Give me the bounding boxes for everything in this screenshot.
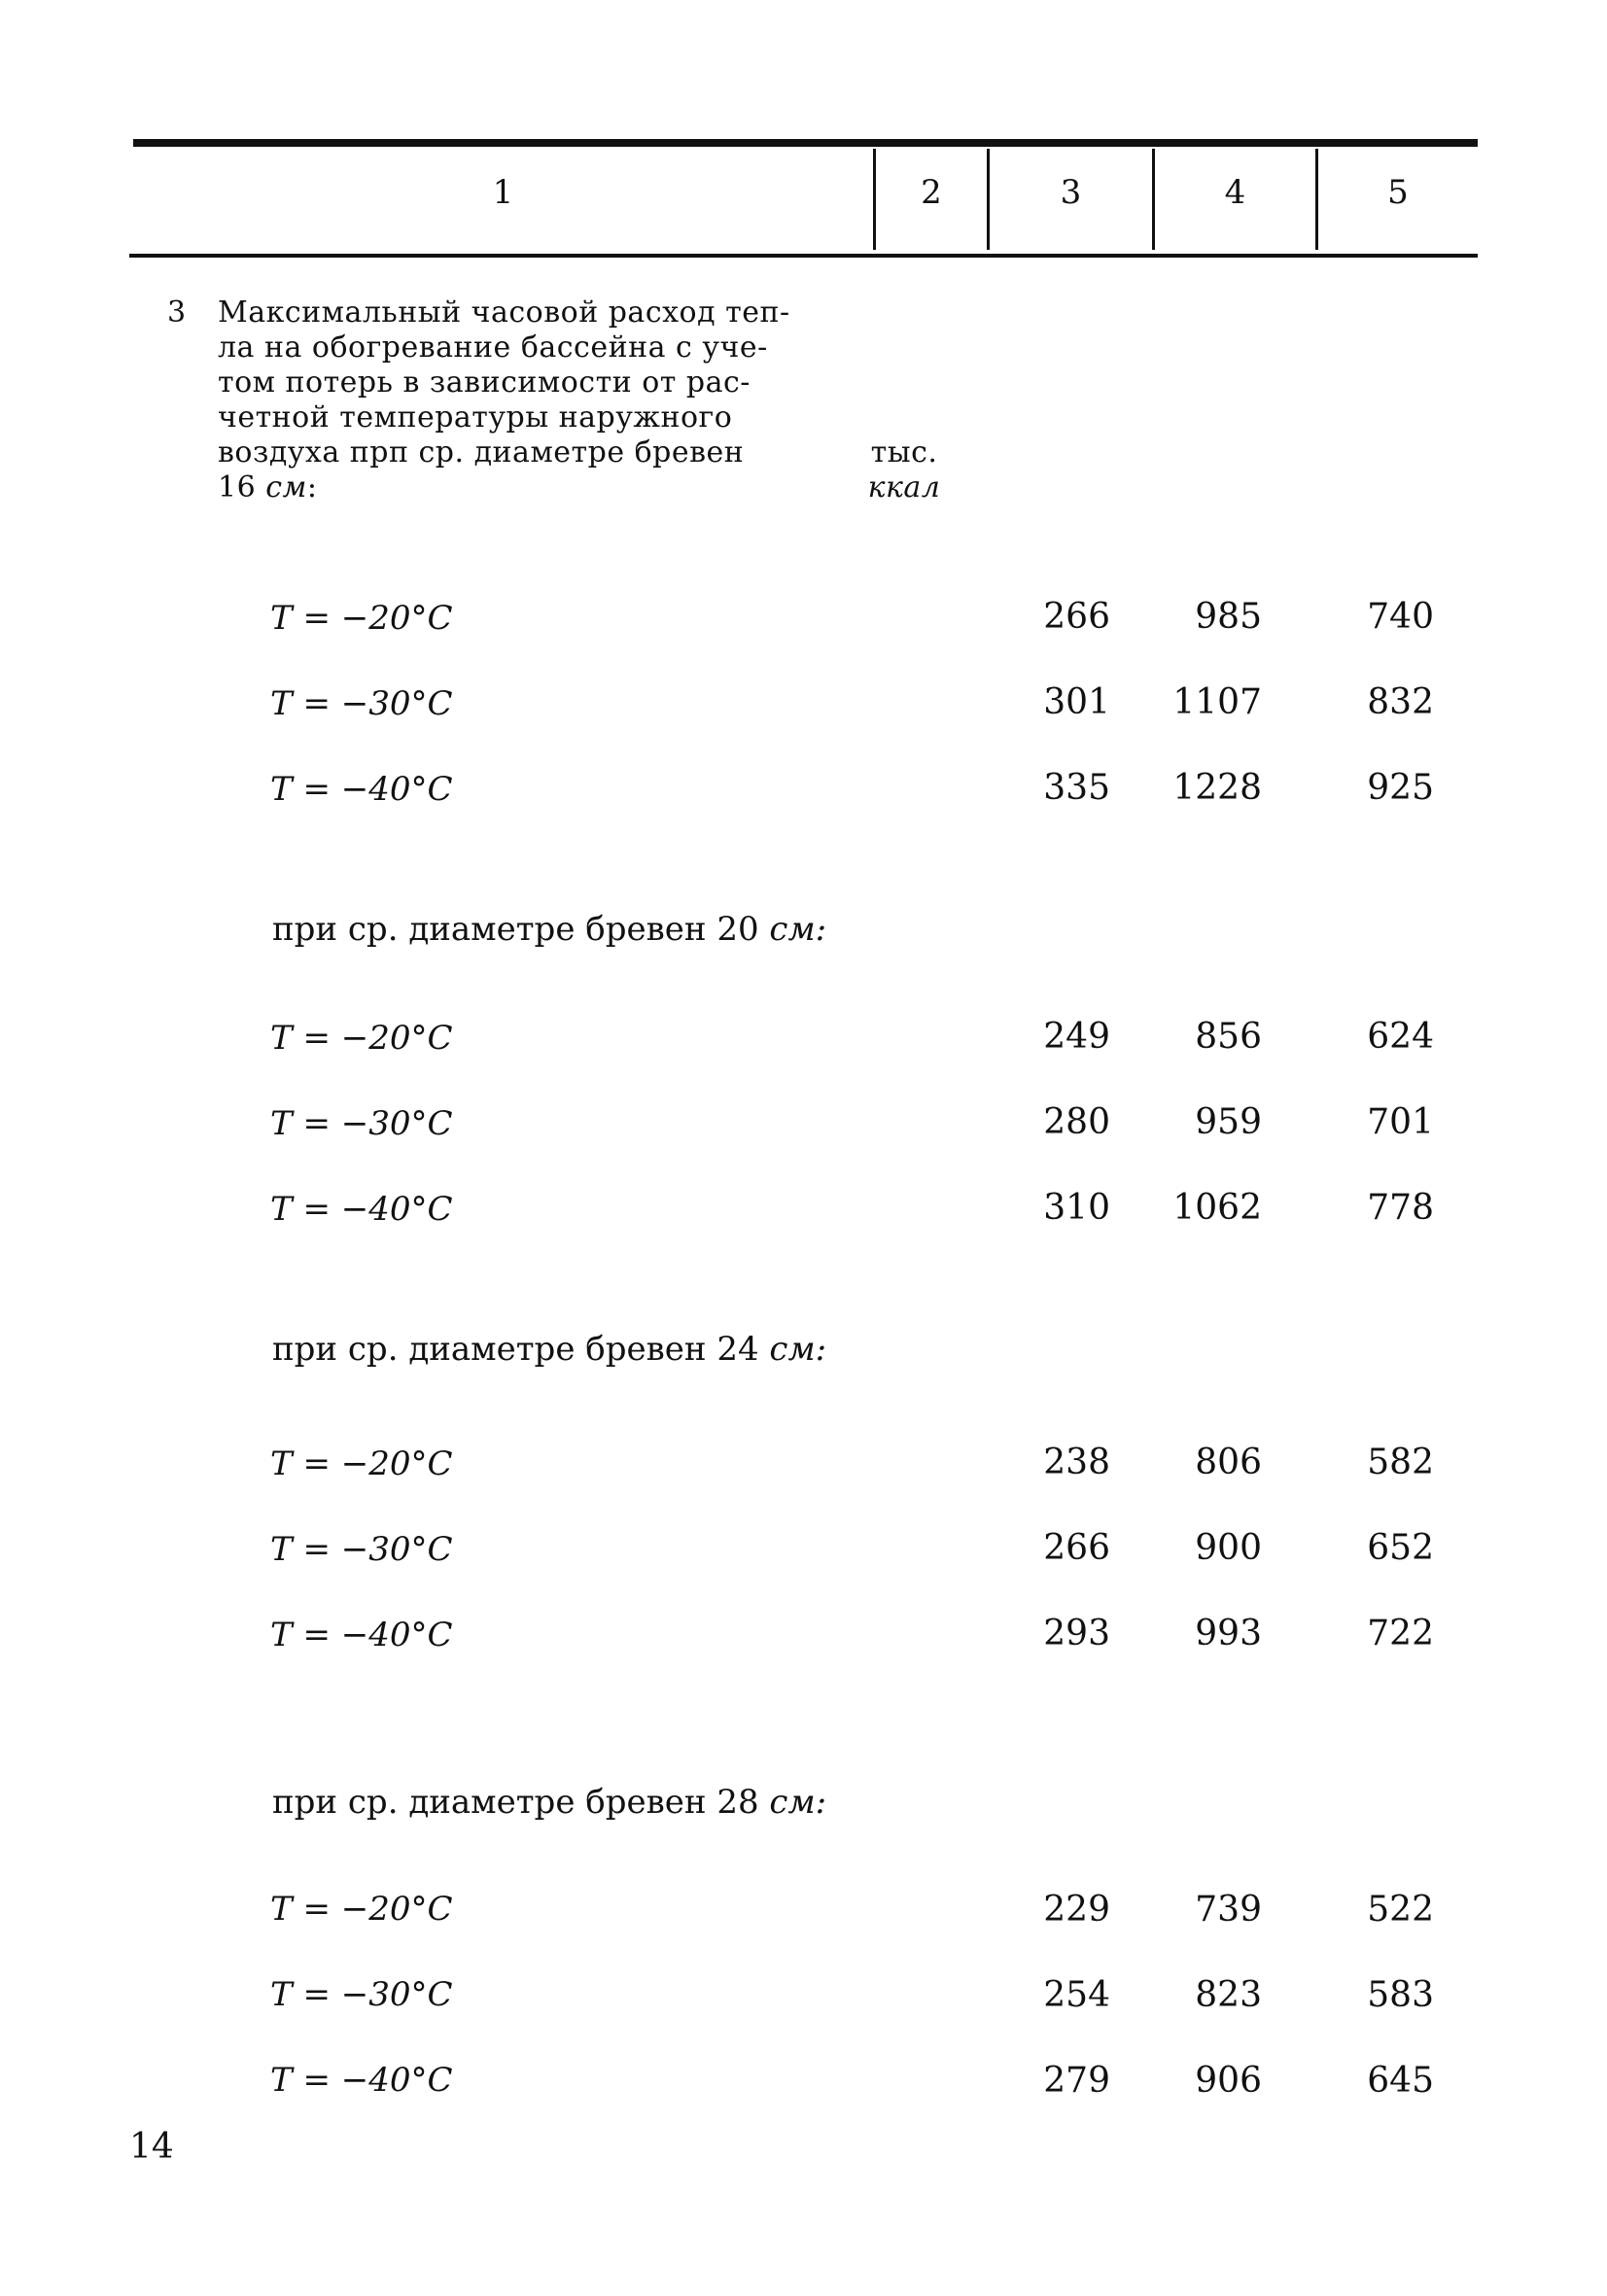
row-label: T = −30°C <box>270 1104 453 1143</box>
subtitle-unit: см: <box>769 1783 827 1822</box>
cell-col4: 1107 <box>1172 682 1262 722</box>
row-label: T = −40°C <box>270 770 453 809</box>
column-header-4: 4 <box>1224 173 1246 212</box>
cell-col5: 645 <box>1367 2061 1434 2101</box>
description-line: Максимальный часовой расход теп- <box>218 296 790 330</box>
cell-col5: 778 <box>1367 1188 1434 1228</box>
group-subtitle <box>272 910 826 949</box>
cell-col5: 522 <box>1367 1890 1434 1930</box>
cell-col3: 279 <box>1043 2061 1110 2101</box>
row-label: T = −30°C <box>270 1530 453 1569</box>
group-subtitle <box>272 1330 826 1369</box>
cell-col4: 906 <box>1195 2061 1262 2101</box>
description-colon: : <box>306 470 318 504</box>
description-line: четной температуры наружного <box>218 400 733 435</box>
column-header-5: 5 <box>1387 173 1409 212</box>
cell-col4: 823 <box>1195 1975 1262 2015</box>
column-header-1: 1 <box>492 173 514 212</box>
subtitle-unit: см: <box>769 910 827 949</box>
cell-col3: 280 <box>1043 1102 1110 1142</box>
cell-col5: 925 <box>1367 768 1434 808</box>
description-diameter: 16 <box>218 470 257 504</box>
unit-line-1: тыс. <box>870 435 938 470</box>
row-label: T = −30°C <box>270 1975 453 2014</box>
row-label: T = −40°C <box>270 1616 453 1654</box>
description-unit: см <box>265 470 307 504</box>
page-number: 14 <box>129 2127 174 2167</box>
row-label: T = −20°C <box>270 1444 453 1483</box>
subtitle-text: при ср. диаметре бревен 24 <box>272 1330 759 1369</box>
cell-col4: 856 <box>1195 1017 1262 1057</box>
description-line: том потерь в зависимости от рас- <box>218 365 751 400</box>
cell-col4: 1228 <box>1172 768 1262 808</box>
cell-col4: 959 <box>1195 1102 1262 1142</box>
cell-col4: 739 <box>1195 1890 1262 1930</box>
table-top-rule <box>133 139 1478 147</box>
cell-col3: 266 <box>1043 597 1110 637</box>
cell-col5: 722 <box>1367 1614 1434 1653</box>
row-label: T = −40°C <box>270 2061 453 2100</box>
cell-col4: 806 <box>1195 1443 1262 1482</box>
cell-col4: 993 <box>1195 1614 1262 1653</box>
cell-col5: 583 <box>1367 1975 1434 2015</box>
unit-line-2: ккал <box>867 470 941 504</box>
cell-col3: 249 <box>1043 1017 1110 1057</box>
table-header-rule <box>129 254 1478 258</box>
cell-col5: 740 <box>1367 597 1434 637</box>
description-line: ла на обогревание бассейна с уче- <box>218 330 768 365</box>
description-line <box>218 470 821 505</box>
cell-col4: 985 <box>1195 597 1262 637</box>
cell-col3: 238 <box>1043 1443 1110 1482</box>
subtitle-text: при ср. диаметре бревен 20 <box>272 910 759 949</box>
cell-col5: 652 <box>1367 1528 1434 1568</box>
row-label: T = −30°C <box>270 684 453 723</box>
cell-col3: 293 <box>1043 1614 1110 1653</box>
subtitle-text: при ср. диаметре бревен 28 <box>272 1783 759 1822</box>
cell-col4: 900 <box>1195 1528 1262 1568</box>
item-description <box>218 296 821 505</box>
unit-label <box>851 435 958 505</box>
cell-col5: 832 <box>1367 682 1434 722</box>
cell-col3: 229 <box>1043 1890 1110 1930</box>
cell-col5: 701 <box>1367 1102 1434 1142</box>
cell-col3: 310 <box>1043 1188 1110 1228</box>
group-subtitle <box>272 1783 826 1822</box>
row-label: T = −20°C <box>270 599 453 638</box>
cell-col3: 335 <box>1043 768 1110 808</box>
column-header-2: 2 <box>921 173 942 212</box>
row-label: T = −20°C <box>270 1890 453 1929</box>
row-label: T = −40°C <box>270 1190 453 1229</box>
cell-col4: 1062 <box>1172 1188 1262 1228</box>
cell-col3: 301 <box>1043 682 1110 722</box>
subtitle-unit: см: <box>769 1330 827 1369</box>
cell-col5: 582 <box>1367 1443 1434 1482</box>
row-label: T = −20°C <box>270 1019 453 1058</box>
cell-col3: 254 <box>1043 1975 1110 2015</box>
item-number: 3 <box>167 296 187 330</box>
cell-col5: 624 <box>1367 1017 1434 1057</box>
description-line: воздуха прп ср. диаметре бревен <box>218 435 745 470</box>
column-header-3: 3 <box>1060 173 1082 212</box>
cell-col3: 266 <box>1043 1528 1110 1568</box>
